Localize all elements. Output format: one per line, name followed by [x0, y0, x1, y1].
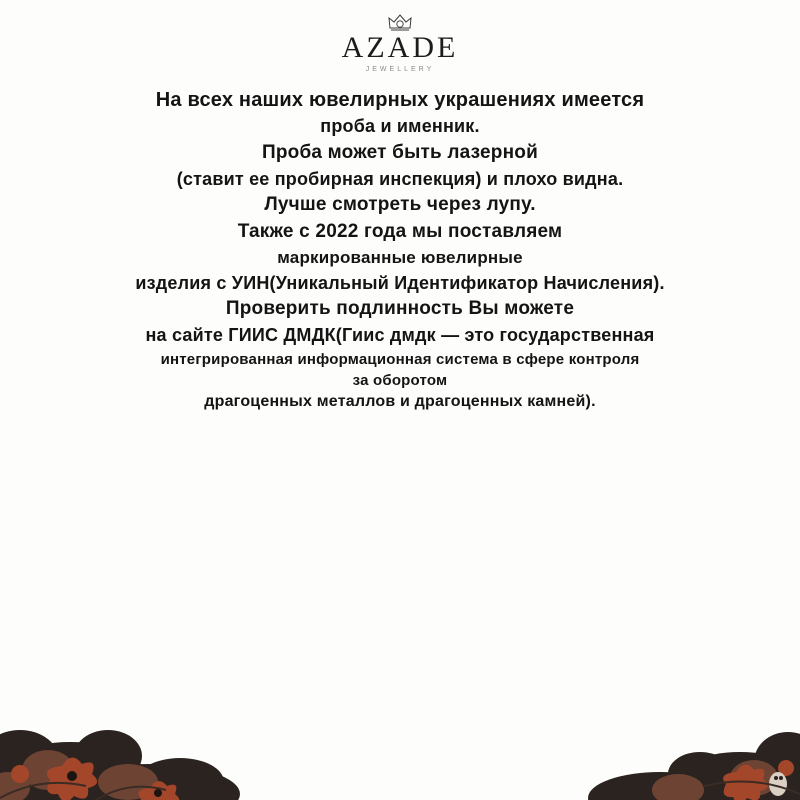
- crown-crest-icon: [387, 12, 413, 32]
- text-line: на сайте ГИИС ДМДК(Гиис дмдк — это государственная: [145, 325, 655, 346]
- text-line: интегрированная информационная система в сфере контроля: [160, 350, 640, 368]
- text-line: драгоценных металлов и драгоценных камней).: [204, 393, 596, 411]
- text-line: изделия с УИН(Уникальный Идентификатор Начисления).: [135, 272, 665, 293]
- text-line: маркированные ювелирные: [277, 248, 523, 268]
- brand-tagline: JEWELLERY: [365, 66, 435, 73]
- floral-ornament-left: [0, 670, 300, 800]
- floral-ornament-right: [540, 690, 800, 800]
- text-line: (ставит ее пробирная инспекция) и плохо видна.: [176, 168, 624, 189]
- text-line: проба и именник.: [320, 116, 480, 137]
- brand-logo: [0, 12, 800, 73]
- text-line: Также с 2022 года мы поставляем: [237, 221, 563, 243]
- text-line: Лучше смотреть через лупу.: [264, 194, 536, 216]
- text-line: Проба может быть лазерной: [262, 141, 538, 163]
- text-line: за оборотом: [352, 371, 448, 389]
- brand-wordmark: AZADE: [341, 31, 459, 64]
- informational-text-block: [0, 86, 800, 414]
- text-line: Проверить подлинность Вы можете: [225, 298, 575, 320]
- text-line: На всех наших ювелирных украшениях имеется: [155, 89, 645, 111]
